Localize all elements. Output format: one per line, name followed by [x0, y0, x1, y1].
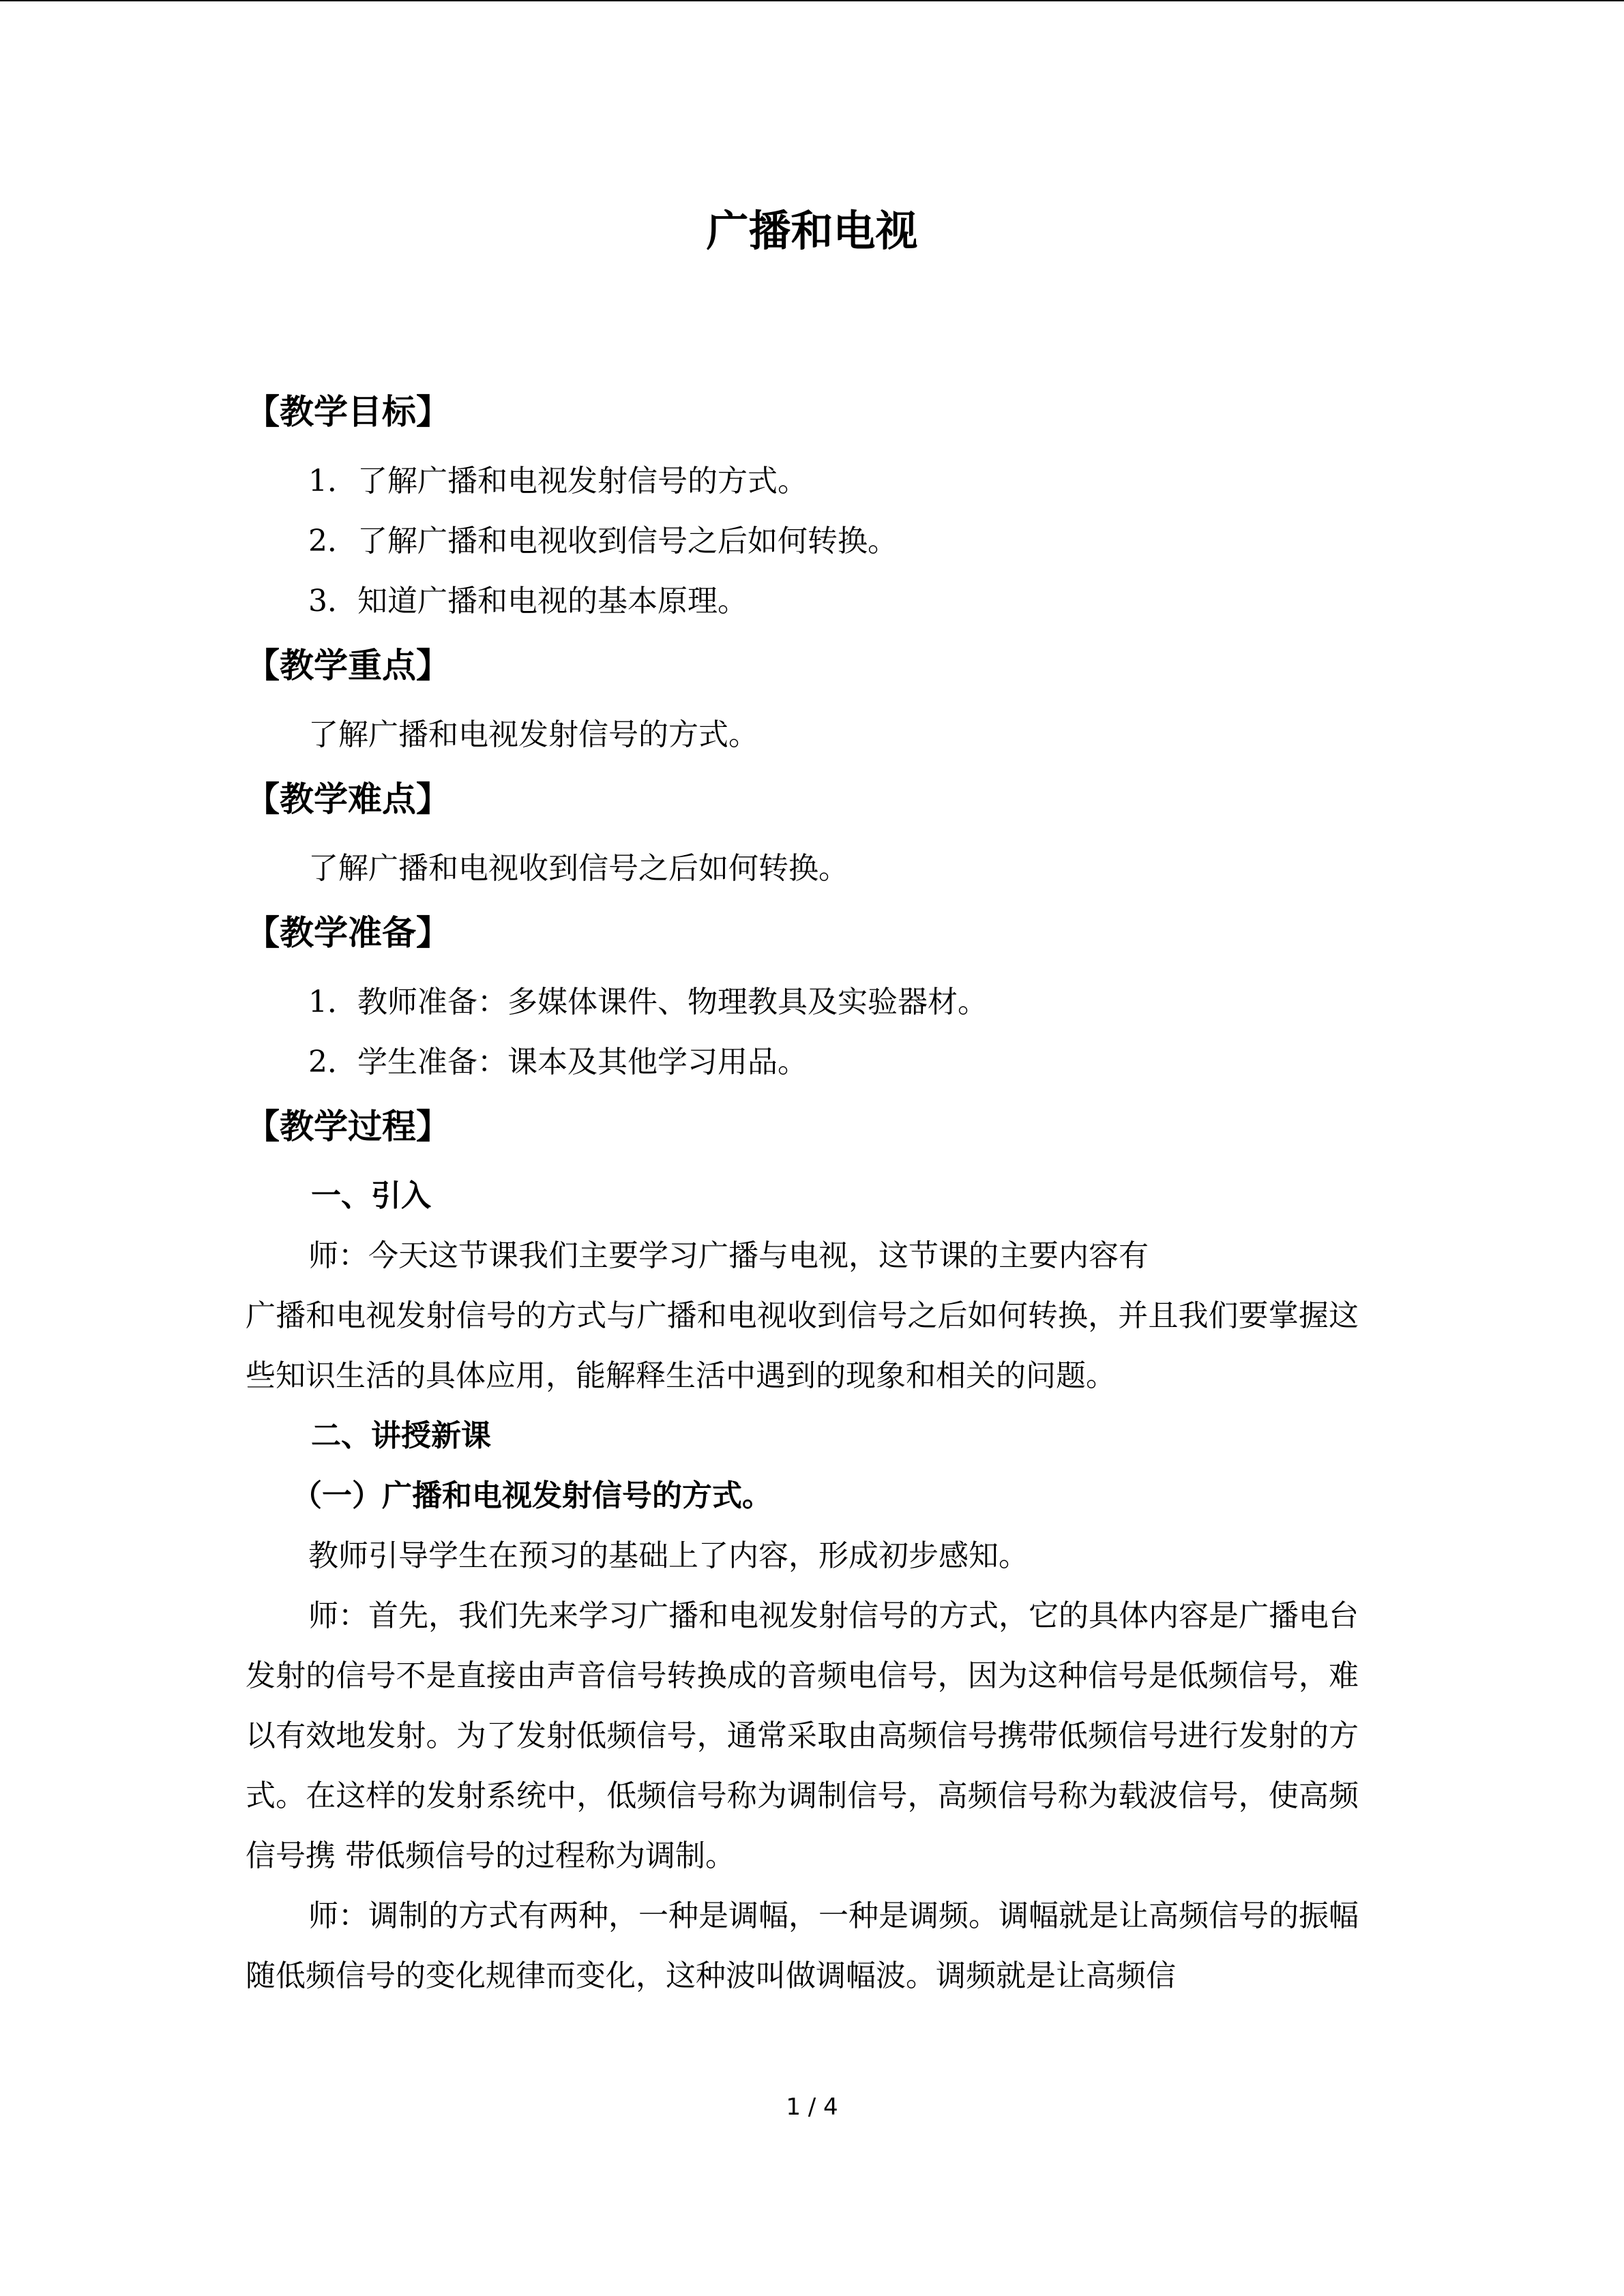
process-part1-line2: 广播和电视发射信号的方式与广播和电视收到信号之后如何转换，并且我们要掌握这些知识生活的具体应用，能解释生活中遇到的现象和相关的问题。 [246, 1298, 1359, 1393]
section-heading-key-points: 【教学重点】 [246, 646, 450, 685]
process-part1-line1: 师：今天这节课我们主要学习广播与电视，这节课的主要内容有 [308, 1238, 1149, 1273]
document-title: 广播和电视 [706, 206, 918, 256]
process-part1-heading: 一、引入 [311, 1178, 431, 1213]
objective-item: 3．知道广播和电视的基本原理。 [308, 584, 748, 618]
section-heading-process: 【教学过程】 [246, 1107, 450, 1146]
process-paragraph: 师：调制的方式有两种，一种是调幅，一种是调频。调幅就是让高频信号的振幅随低频信号的变化规律而变化，这种波叫做调幅波。调频就是让高频信 [246, 1898, 1359, 1993]
objective-item: 2．了解广播和电视收到信号之后如何转换。 [308, 524, 898, 558]
section-heading-preparation: 【教学准备】 [246, 913, 450, 953]
objective-item: 1．了解广播和电视发射信号的方式。 [308, 464, 808, 498]
key-points-text: 了解广播和电视发射信号的方式。 [308, 717, 758, 752]
preparation-item: 1．教师准备：多媒体课件、物理教具及实验器材。 [308, 985, 988, 1019]
preparation-item: 2．学生准备：课本及其他学习用品。 [308, 1045, 808, 1079]
process-part2-heading: 二、讲授新课 [311, 1418, 491, 1453]
process-paragraph: 师：首先，我们先来学习广播和电视发射信号的方式，它的具体内容是广播电台发射的信号不是直接由声音信号转换成的音频电信号，因为这种信号是低频信号，难以有效地发射。为了发射低频信号，通常采取由高频信号携带低频信号进行发射的方式。在这样的发射系统中，低频信号称为调制信号，高频信号称为载波信号，使高频信号携 带低频信号的过程称为调制。 [246, 1598, 1359, 1873]
process-paragraph: 教师引导学生在预习的基础上了内容，形成初步感知。 [308, 1538, 1029, 1573]
process-part2-subheading: （一）广播和电视发射信号的方式。 [292, 1478, 772, 1513]
document-body [246, 378, 1359, 2006]
difficulties-text: 了解广播和电视收到信号之后如何转换。 [308, 851, 848, 886]
page-number: 1 / 4 [786, 2093, 838, 2121]
section-heading-difficulties: 【教学难点】 [246, 779, 450, 819]
section-heading-objectives: 【教学目标】 [246, 392, 450, 432]
